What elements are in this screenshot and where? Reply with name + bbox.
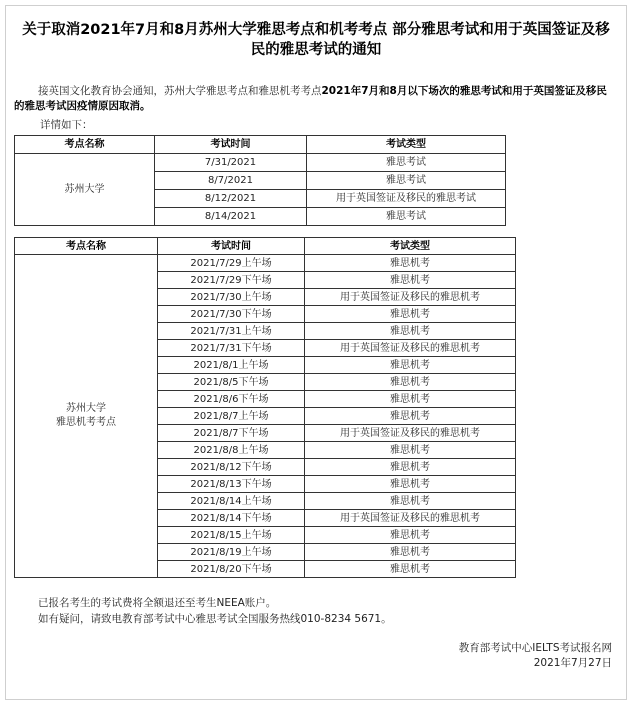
type-cell: 雅思机考 xyxy=(305,374,516,391)
time-cell: 8/12/2021 xyxy=(155,190,307,208)
time-cell: 7/31/2021 xyxy=(155,154,307,172)
table-row xyxy=(15,154,506,172)
header-time: 考试时间 xyxy=(155,136,307,154)
time-cell: 2021/8/13下午场 xyxy=(158,476,305,493)
type-cell: 雅思考试 xyxy=(307,172,506,190)
intro-bold-text: 2021年7月和8月以下场次的雅思考试和用于英国签证及移民的雅思考试因疫情原因取消。 xyxy=(14,85,607,112)
time-cell: 2021/7/30下午场 xyxy=(158,306,305,323)
time-cell: 2021/7/29上午场 xyxy=(158,255,305,272)
venue-cell: 苏州大学 xyxy=(15,154,155,226)
time-cell: 2021/7/29下午场 xyxy=(158,272,305,289)
type-cell: 用于英国签证及移民的雅思机考 xyxy=(305,510,516,527)
computer-exam-table xyxy=(14,237,516,578)
intro-text: 接英国文化教育协会通知，苏州大学雅思考点和雅思机考考点 xyxy=(38,85,322,97)
header-type: 考试类型 xyxy=(307,136,506,154)
time-cell: 2021/7/31上午场 xyxy=(158,323,305,340)
table-row xyxy=(15,255,516,272)
venue-line-1: 苏州大学 xyxy=(66,403,106,414)
type-cell: 雅思考试 xyxy=(307,154,506,172)
signature-org: 教育部考试中心IELTS考试报名网 xyxy=(458,642,612,654)
time-cell: 2021/8/20下午场 xyxy=(158,561,305,578)
time-cell: 2021/8/8上午场 xyxy=(158,442,305,459)
type-cell: 雅思机考 xyxy=(305,476,516,493)
table-header-row xyxy=(15,136,506,154)
type-cell: 雅思机考 xyxy=(305,544,516,561)
type-cell: 用于英国签证及移民的雅思考试 xyxy=(307,190,506,208)
notice-title xyxy=(18,20,614,60)
details-label: 详情如下： xyxy=(40,119,93,131)
time-cell: 2021/8/7下午场 xyxy=(158,425,305,442)
paper-exam-table xyxy=(14,135,506,226)
time-cell: 2021/8/15上午场 xyxy=(158,527,305,544)
venue-line-2: 雅思机考考点 xyxy=(56,417,116,428)
header-venue: 考点名称 xyxy=(15,136,155,154)
type-cell: 雅思机考 xyxy=(305,306,516,323)
time-cell: 2021/8/1上午场 xyxy=(158,357,305,374)
time-cell: 8/7/2021 xyxy=(155,172,307,190)
table-header-row xyxy=(15,238,516,255)
time-cell: 2021/8/14下午场 xyxy=(158,510,305,527)
time-cell: 2021/8/7上午场 xyxy=(158,408,305,425)
refund-note: 已报名考生的考试费将全额退还至考生NEEA账户。 xyxy=(38,597,277,609)
time-cell: 2021/8/12下午场 xyxy=(158,459,305,476)
type-cell: 用于英国签证及移民的雅思机考 xyxy=(305,289,516,306)
notice-footer xyxy=(38,595,598,627)
signature-date: 2021年7月27日 xyxy=(533,657,612,669)
type-cell: 雅思机考 xyxy=(305,527,516,544)
time-cell: 2021/8/19上午场 xyxy=(158,544,305,561)
type-cell: 雅思机考 xyxy=(305,391,516,408)
contact-note: 如有疑问，请致电教育部考试中心雅思考试全国服务热线010-8234 5671。 xyxy=(38,613,392,625)
time-cell: 2021/7/31下午场 xyxy=(158,340,305,357)
type-cell: 雅思机考 xyxy=(305,255,516,272)
type-cell: 雅思机考 xyxy=(305,323,516,340)
time-cell: 8/14/2021 xyxy=(155,208,307,226)
intro-paragraph xyxy=(14,84,616,114)
title-line-1: 关于取消2021年7月和8月苏州大学雅思考点和机考考点 部分雅思考试和用于英国签证及移 xyxy=(22,22,610,38)
type-cell: 雅思机考 xyxy=(305,459,516,476)
header-type: 考试类型 xyxy=(305,238,516,255)
type-cell: 雅思机考 xyxy=(305,272,516,289)
signature-block xyxy=(459,641,612,671)
time-cell: 2021/8/14上午场 xyxy=(158,493,305,510)
type-cell: 雅思考试 xyxy=(307,208,506,226)
type-cell: 雅思机考 xyxy=(305,408,516,425)
type-cell: 雅思机考 xyxy=(305,442,516,459)
type-cell: 雅思机考 xyxy=(305,357,516,374)
venue-cell xyxy=(15,255,158,578)
type-cell: 雅思机考 xyxy=(305,561,516,578)
time-cell: 2021/8/5下午场 xyxy=(158,374,305,391)
type-cell: 用于英国签证及移民的雅思机考 xyxy=(305,425,516,442)
type-cell: 雅思机考 xyxy=(305,493,516,510)
time-cell: 2021/7/30上午场 xyxy=(158,289,305,306)
time-cell: 2021/8/6下午场 xyxy=(158,391,305,408)
type-cell: 用于英国签证及移民的雅思机考 xyxy=(305,340,516,357)
header-time: 考试时间 xyxy=(158,238,305,255)
header-venue: 考点名称 xyxy=(15,238,158,255)
title-line-2: 民的雅思考试的通知 xyxy=(250,42,382,58)
